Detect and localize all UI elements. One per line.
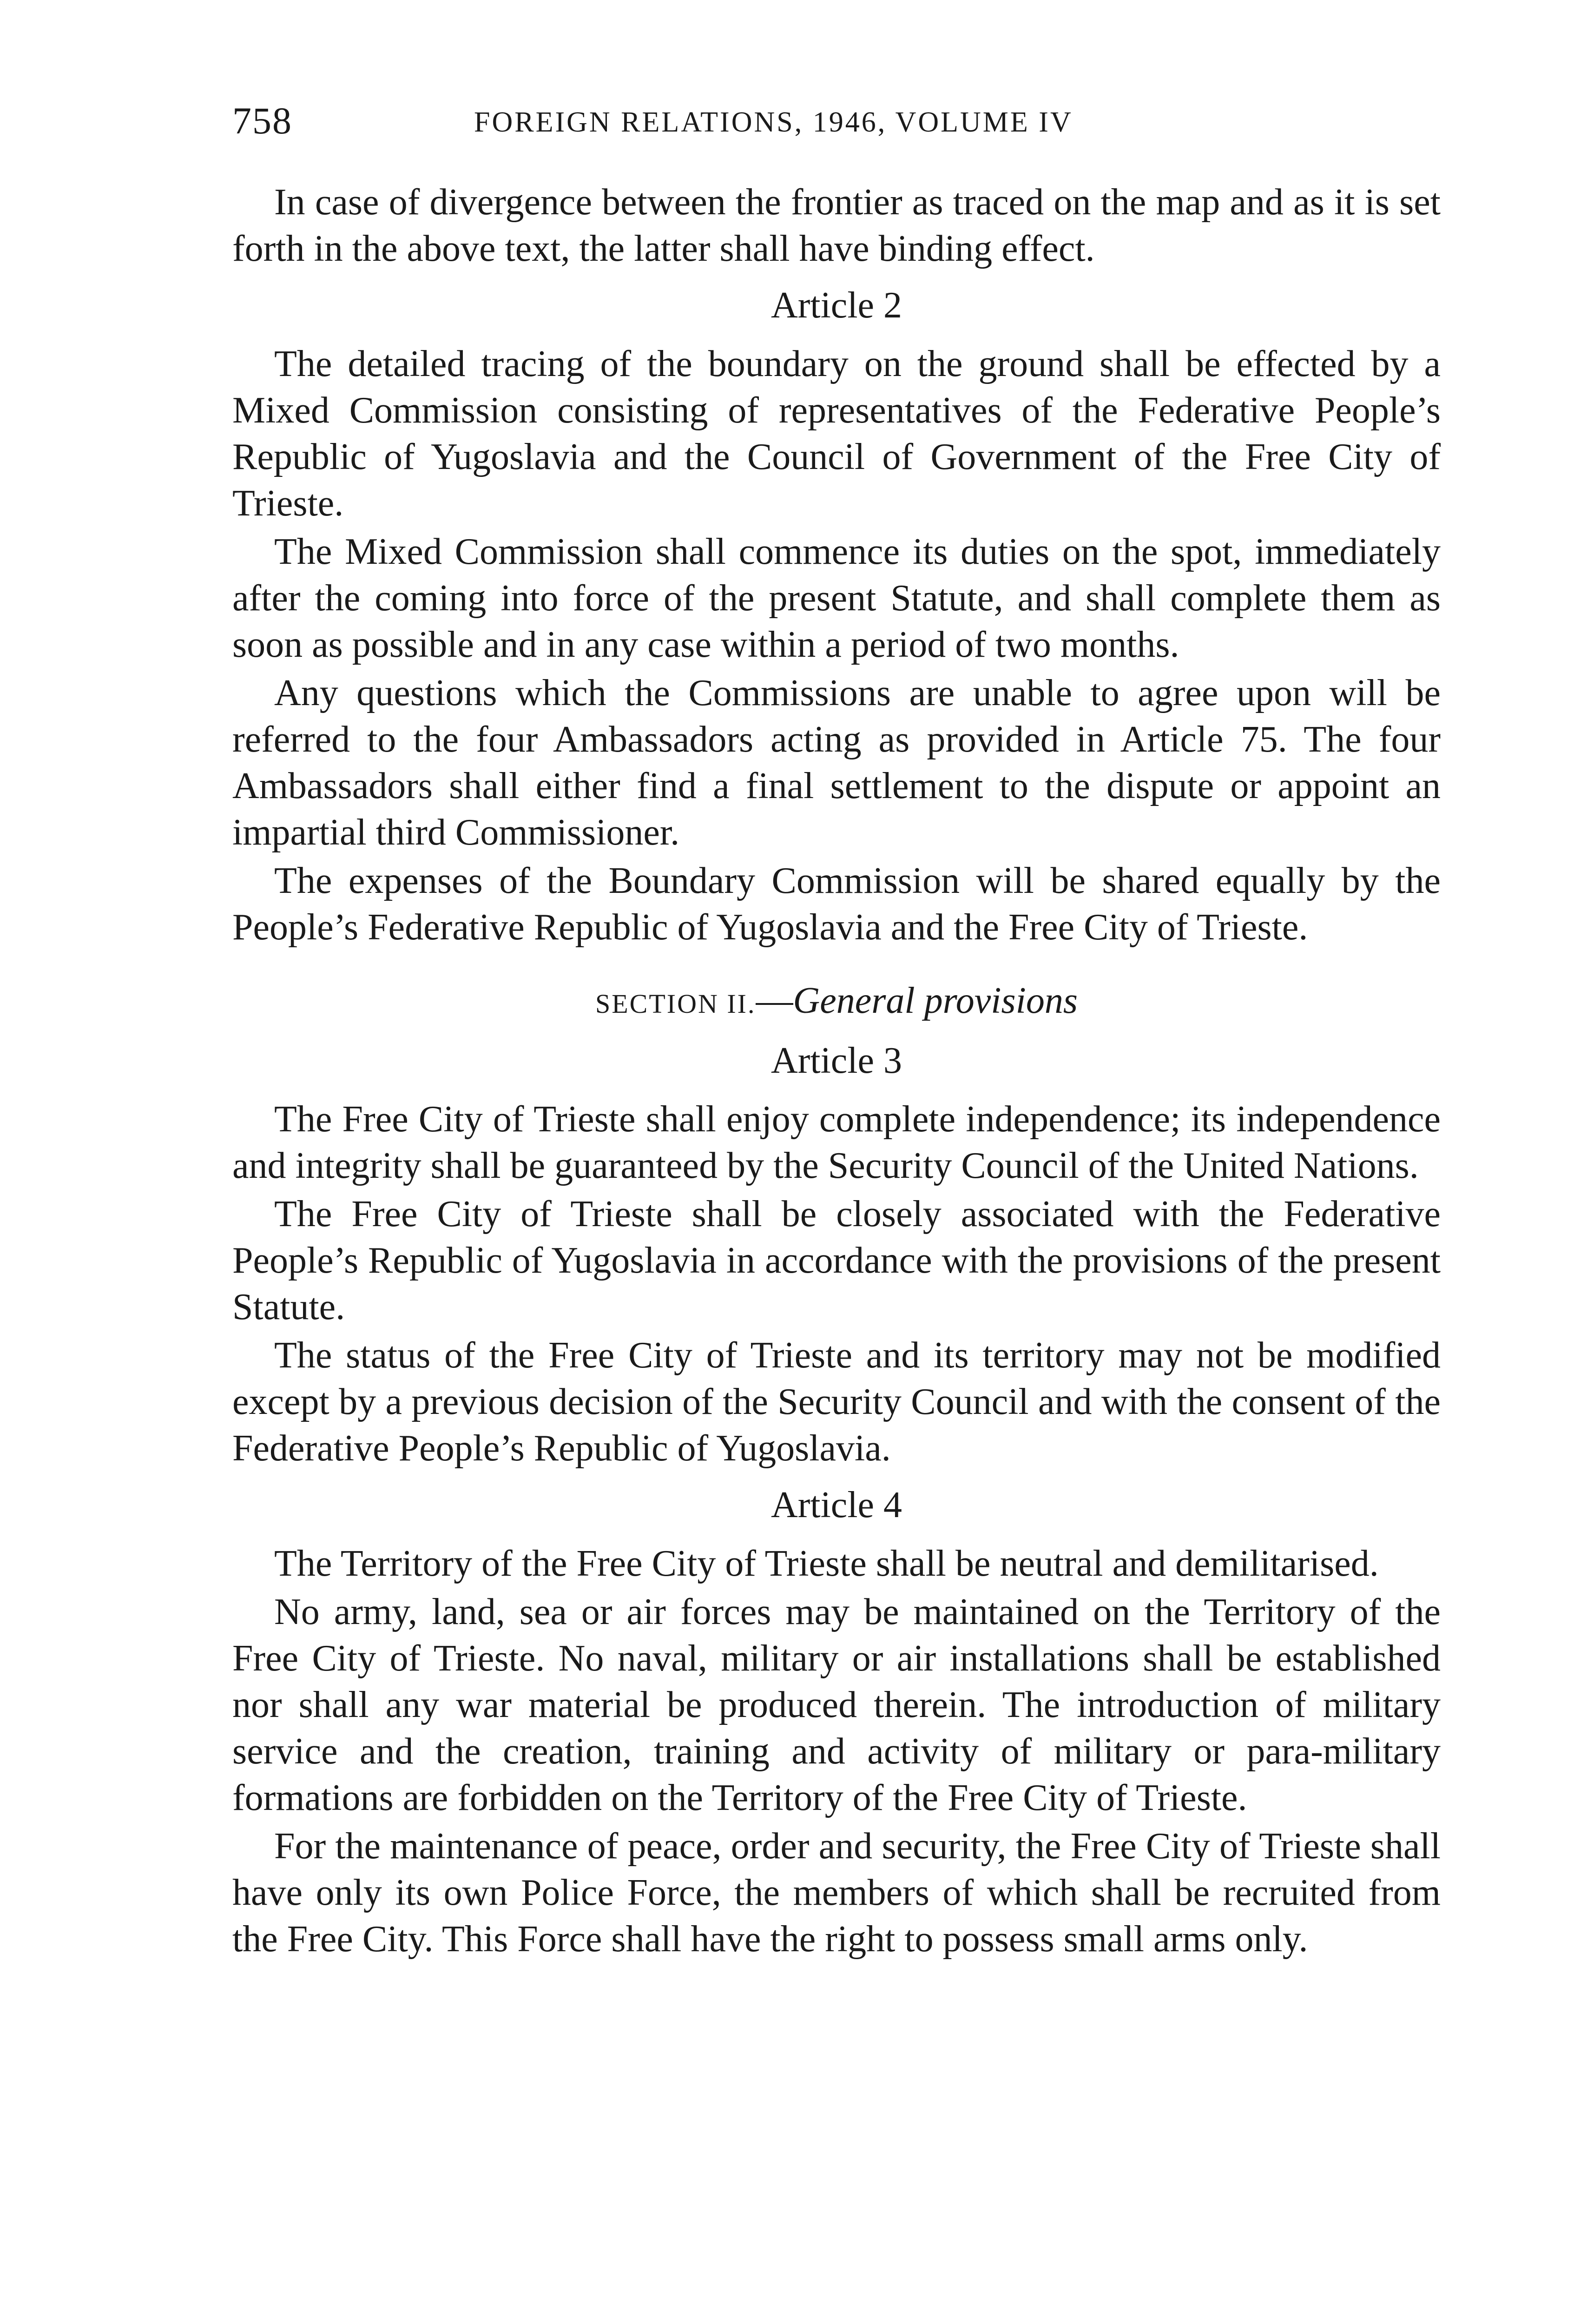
paragraph-association: The Free City of Trieste shall be closely associated with the Federative People’s Republic of Yugoslavia in accordance with the provisions of the present Statute.	[232, 1194, 1441, 1327]
paragraph-ambassadors: Any questions which the Commissions are unable to agree upon will be referred to the four Ambassadors acting as provided in Article 75. The four Ambassadors shall either find a final settlement to the dispute or appoint an impartial third Commissioner.	[232, 673, 1441, 853]
section-title: General provisions	[793, 980, 1078, 1021]
page-number: 758	[232, 99, 292, 142]
section-label: SECTION II.	[595, 989, 756, 1019]
article-3-heading: Article 3	[770, 1040, 902, 1081]
paragraph-frontier-divergence: In case of divergence between the frontier as traced on the map and as it is set forth in the above text, the latter shall have binding effect.	[232, 182, 1441, 269]
paragraph-commission-duties: The Mixed Commission shall commence its duties on the spot, immediately after the coming into force of the present Statute, and shall complete them as soon as possible and in any case within a period of two months.	[232, 531, 1441, 665]
section-dash: —	[756, 980, 793, 1021]
paragraph-no-army: No army, land, sea or air forces may be maintained on the Territory of the Free City of Trieste. No naval, military or air installations shall be established nor shall any war material be produced therein. The introduction of military service and the creation, training and activity of military or para-military formations are forbidden on the Territory of the Free City of Trieste.	[232, 1591, 1441, 1818]
paragraph-police-force: For the maintenance of peace, order and security, the Free City of Trieste shall have only its own Police Force, the members of which shall be recruited from the Free City. This Force shall have the right to possess small arms only.	[232, 1826, 1441, 1960]
paragraph-expenses: The expenses of the Boundary Commission will be shared equally by the People’s Federative Republic of Yugoslavia and the Free City of Trieste.	[232, 860, 1441, 948]
running-head	[232, 95, 1441, 146]
paragraph-independence: The Free City of Trieste shall enjoy complete independence; its independence and integrity shall be guaranteed by the Security Council of the United Nations.	[232, 1099, 1441, 1186]
article-4-heading: Article 4	[770, 1485, 902, 1525]
paragraph-status: The status of the Free City of Trieste and its territory may not be modified except by a previous decision of the Security Council and with the consent of the Federative People’s Republic of Yugoslavia.	[232, 1335, 1441, 1469]
paragraph-mixed-commission: The detailed tracing of the boundary on the ground shall be effected by a Mixed Commission consisting of representatives of the Federative People’s Republic of Yugoslavia and the Council of Government of the Free City of Trieste.	[232, 343, 1441, 524]
section-heading	[232, 977, 1441, 1027]
document-page	[232, 95, 1441, 1962]
running-title: FOREIGN RELATIONS, 1946, VOLUME IV	[474, 106, 1073, 138]
article-2-heading: Article 2	[770, 285, 902, 326]
paragraph-neutral: The Territory of the Free City of Trieste shall be neutral and demilitarised.	[274, 1543, 1379, 1584]
